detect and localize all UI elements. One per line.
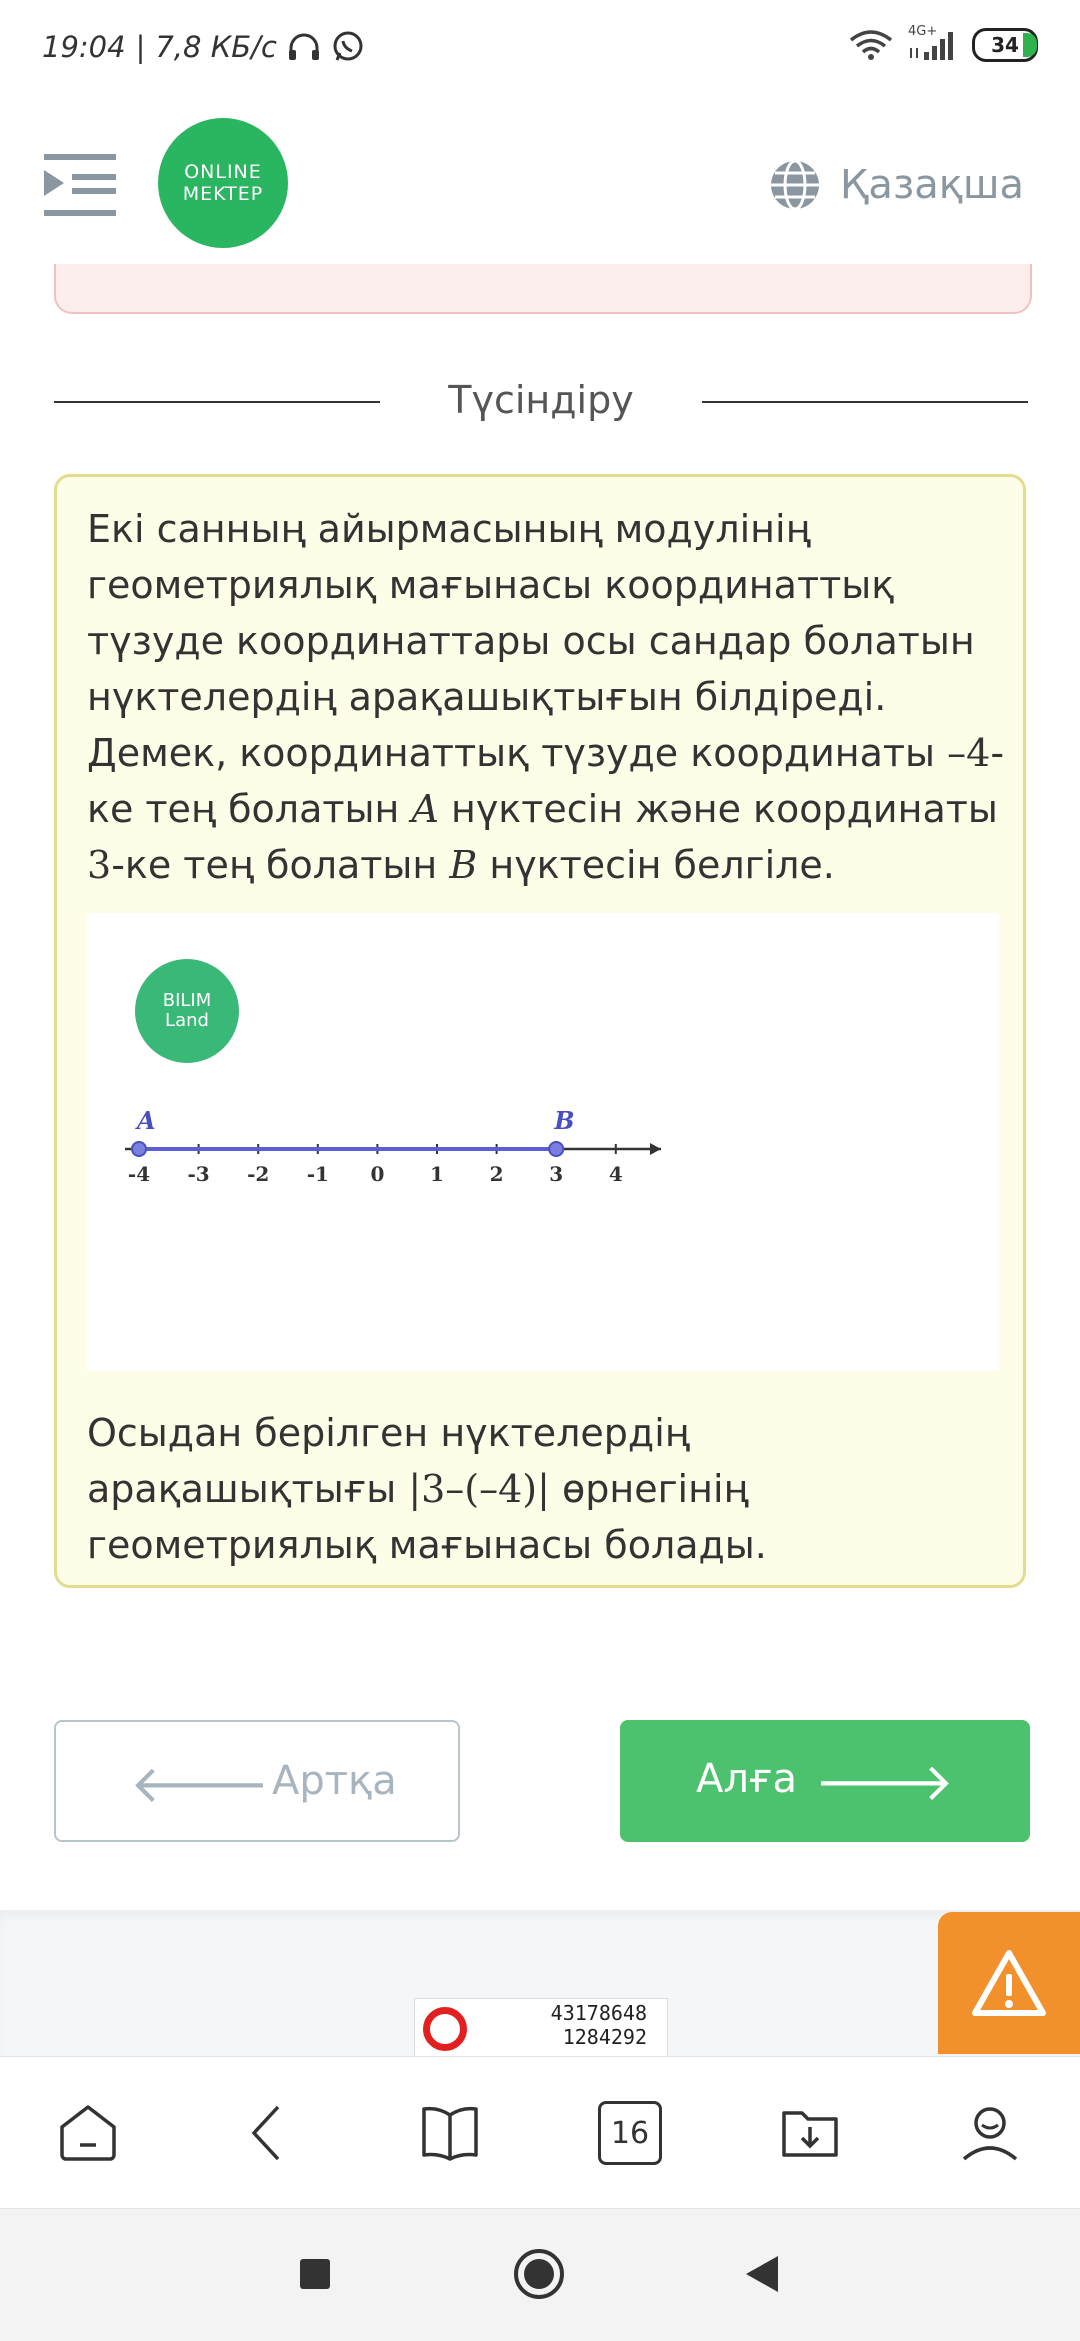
explanation-title: Түсіндіру [448, 378, 634, 422]
back-nav-icon[interactable] [744, 2254, 780, 2294]
ad-line-1: 43178648 [550, 2001, 647, 2025]
axis-arrow [650, 1143, 661, 1155]
back-button-label: Артқа [272, 1758, 397, 1804]
tick-label: 3 [549, 1162, 564, 1186]
arrow-left-icon: 🡐 [130, 1755, 270, 1815]
ad-thumbnail[interactable] [414, 1998, 668, 2058]
headphones-icon [287, 32, 321, 62]
text-run: нүктесін және координаты [438, 787, 998, 831]
report-problem-button[interactable] [938, 1912, 1080, 2054]
online-mektep-logo[interactable] [158, 118, 288, 248]
battery-level: 34 [991, 33, 1019, 57]
wifi-icon [848, 29, 894, 61]
menu-icon[interactable] [44, 152, 116, 218]
battery-icon [972, 28, 1038, 62]
language-selector[interactable] [768, 158, 1024, 212]
ad-line-2: 1284292 [562, 2025, 647, 2049]
ad-ring-icon [423, 2007, 467, 2051]
language-label: Қазақша [840, 162, 1024, 208]
status-left [42, 30, 365, 64]
tick-label: 1 [430, 1162, 444, 1186]
status-separator: | [135, 30, 146, 64]
logo-line1: ONLINE [184, 161, 262, 183]
tick-label: 4 [608, 1162, 623, 1186]
network-type: 4G+ [908, 24, 938, 39]
status-right [848, 24, 1038, 62]
header [0, 100, 1080, 270]
profile-icon[interactable] [958, 2101, 1022, 2165]
browser-toolbar [0, 2056, 1080, 2209]
tick-label: 2 [489, 1162, 504, 1186]
number-line [87, 913, 999, 1371]
number-line-figure [87, 913, 999, 1371]
tick-label: -3 [187, 1162, 210, 1186]
explanation-divider [54, 370, 1028, 430]
tick-label: -1 [306, 1162, 329, 1186]
home-nav-icon[interactable] [514, 2249, 564, 2299]
text-run: -ке тең болатын [111, 843, 450, 887]
tabs-button[interactable] [598, 2101, 662, 2165]
next-button[interactable] [620, 1720, 1030, 1842]
back-arrow-icon[interactable] [238, 2101, 302, 2165]
tick-label: -4 [127, 1162, 151, 1186]
tabs-count: 16 [610, 2115, 650, 2151]
bookmarks-icon[interactable] [418, 2101, 482, 2165]
logo-line2: MEKTEP [182, 183, 264, 205]
ad-numbers [551, 2001, 647, 2049]
whatsapp-icon [331, 30, 365, 64]
status-time: 19:04 [42, 30, 126, 64]
back-button[interactable] [54, 1720, 460, 1842]
bilim-logo-line2: Land [165, 1010, 209, 1031]
globe-icon [768, 158, 822, 212]
warning-icon [971, 1948, 1047, 2018]
point-a-label: A [137, 1106, 156, 1135]
previous-answer-box [54, 264, 1032, 314]
text-run: Екі санның айырмасының модулінің геометриялық мағынасы координаттық түзуде координаттары осы сандар болатын нүктелердің арақашықтығын білдіреді. Демек, координаттық түзуде координаты [87, 507, 975, 775]
explanation-paragraph-1 [87, 501, 1007, 893]
signal-icon [908, 24, 958, 62]
point-b [549, 1142, 563, 1156]
variable-a: A [411, 787, 439, 831]
home-icon[interactable] [56, 2101, 120, 2165]
tick-label: -2 [247, 1162, 270, 1186]
status-bar [0, 0, 1080, 100]
explanation-box [54, 474, 1026, 1588]
point-b-label: B [554, 1106, 575, 1135]
next-button-label: Алға [696, 1756, 798, 1802]
text-run: өрнегінің геометриялық мағынасы болады. [87, 1467, 767, 1567]
number-three: 3 [87, 843, 112, 887]
number-minus-four: –4 [947, 731, 991, 775]
text-run: нүктесін белгіле. [477, 843, 835, 887]
tick-label: 0 [370, 1162, 385, 1186]
distance-expression: |3–(–4)| [408, 1467, 550, 1511]
point-a [132, 1142, 146, 1156]
explanation-paragraph-2 [87, 1405, 1007, 1573]
divider-line-right [702, 401, 1028, 403]
downloads-icon[interactable] [778, 2101, 842, 2165]
text-run: Осыдан берілген нүктелердің арақашықтығы [87, 1411, 690, 1511]
text-run: -ке тең болатын [87, 731, 1005, 831]
variable-b: B [449, 843, 478, 887]
system-navigation-bar [0, 2208, 1080, 2341]
bilim-logo-line1: BILIM [162, 990, 212, 1011]
arrow-right-icon: 🡒 [814, 1753, 954, 1813]
recents-icon[interactable] [300, 2259, 330, 2289]
status-speed: 7,8 КБ/с [155, 30, 277, 64]
